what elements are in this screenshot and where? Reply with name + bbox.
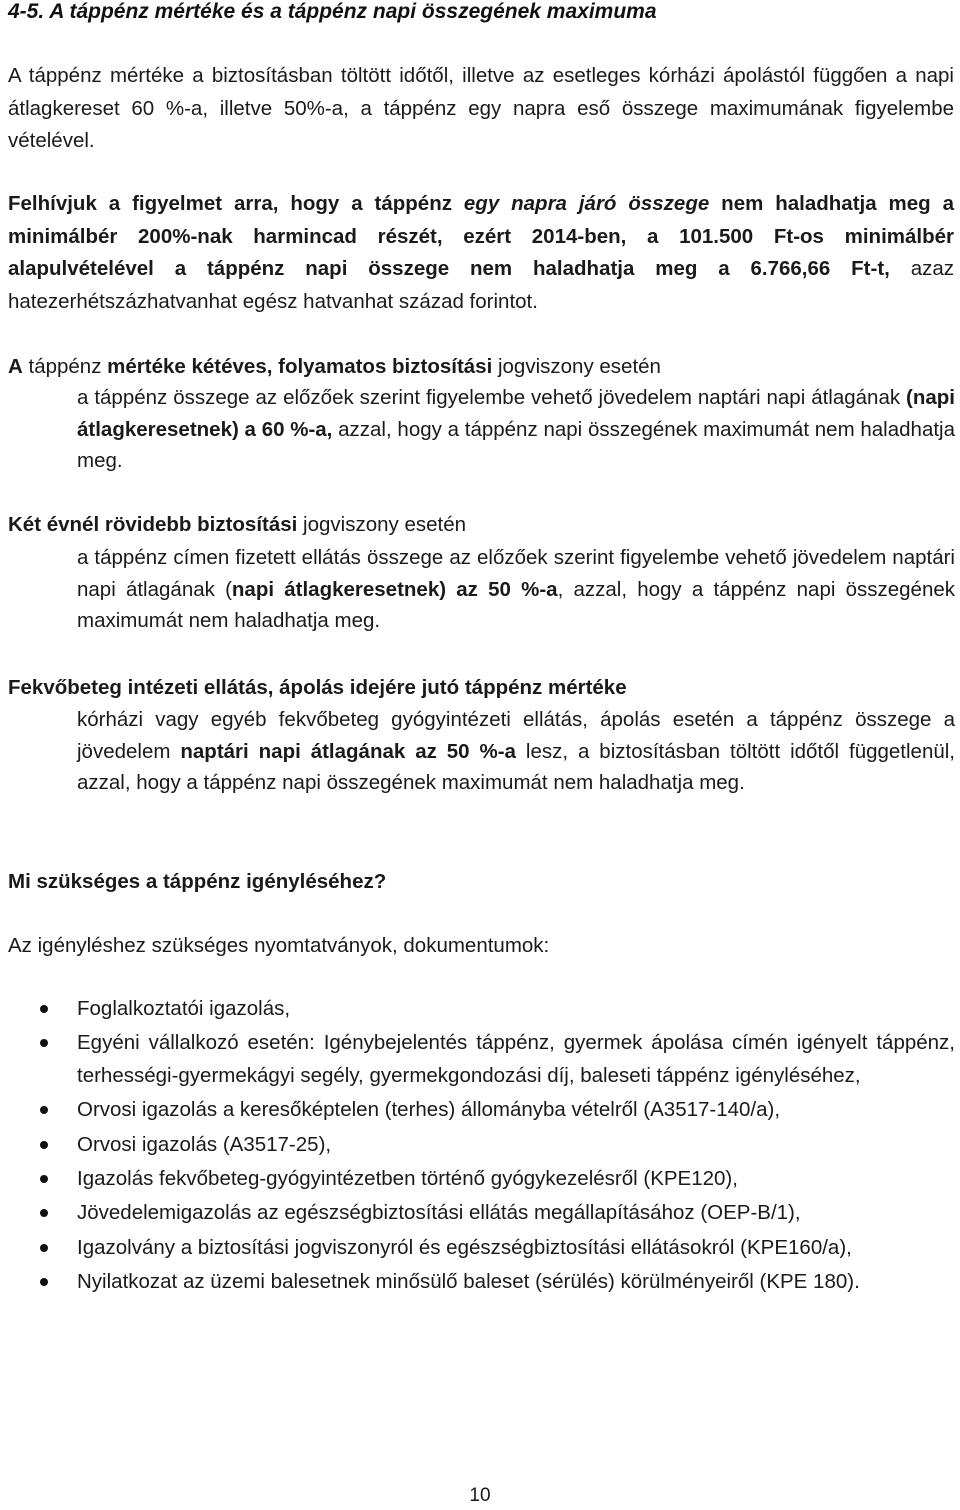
sec2-title-1: Két évnél rövidebb biztosítási (8, 513, 298, 536)
list-item-text: Jövedelemigazolás az egészségbiztosítási ellátás megállapításához (OEP-B/1), (77, 1201, 801, 1225)
list-item (0, 1232, 955, 1264)
list-item-text: Egyéni vállalkozó esetén: Igénybejelentés táppénz, gyermek ápolása címén igényelt táppénz, terhességi-gyermekágyi segély, gyermekgondozási díj, baleseti táppénz igényléséhez, (77, 1031, 955, 1087)
bullet-icon (40, 1141, 48, 1149)
section-two-year-title (8, 351, 954, 383)
sec1-body-1: a táppénz összege az előzőek szerint figyelembe vehető jövedelem naptári napi átlagának (77, 386, 907, 409)
section-short-title (8, 509, 954, 541)
notice-text-4: azaz hatezerhétszázhatvanhat egész hatvanhat század forintot. (8, 257, 954, 313)
sec2-body-3: , azzal, hogy a táppénz napi összegének maximumát nem haladhatja meg. (77, 577, 956, 633)
bullet-icon (40, 1039, 48, 1047)
documents-list (0, 993, 960, 1301)
documents-intro: Az igényléshez szükséges nyomtatványok, dokumentumok: (8, 934, 550, 957)
section-heading: 4-5. A táppénz mértéke és a táppénz napi összegének maximuma (8, 0, 657, 23)
sec2-body-2: napi átlagkeresetnek) az 50 %-a (231, 577, 558, 601)
sec1-title-4: jogviszony esetén (492, 355, 661, 378)
list-item (0, 1094, 955, 1126)
sec1-title-2: táppénz (22, 355, 108, 378)
sec2-body-1: a táppénz címen fizetett ellátás összege az előzőek szerint figyelembe vehető jövedelem naptári napi átlagának ( (77, 546, 955, 601)
list-item-text: Nyilatkozat az üzemi balesetnek minősülő baleset (sérülés) körülményeiről (KPE 180). (77, 1270, 860, 1294)
page-number: 10 (469, 1485, 491, 1506)
notice-paragraph (8, 188, 954, 318)
bullet-icon (40, 1106, 48, 1114)
sec3-body-2: naptári napi átlagának az 50 %-a (180, 739, 516, 763)
bullet-icon (40, 1209, 48, 1217)
notice-text-2: egy napra járó összege (463, 192, 710, 215)
bullet-icon (40, 1278, 48, 1286)
notice-text-1: Felhívjuk a figyelmet arra, hogy a táppénz (8, 192, 464, 215)
sec3-body-1: kórházi vagy egyéb fekvőbeteg gyógyintézeti ellátás, ápolás esetén a táppénz összege a jövedelem (77, 708, 955, 763)
section-inpatient-title: Fekvőbeteg intézeti ellátás, ápolás idejére jutó táppénz mértéke (8, 676, 627, 699)
list-item-text: Foglalkoztatói igazolás, (77, 997, 291, 1020)
bullet-icon (40, 1244, 48, 1252)
list-item (0, 1129, 955, 1161)
section-inpatient-body (77, 704, 955, 799)
sec1-title-3: mértéke kétéves, folyamatos biztosítási (107, 355, 493, 378)
bullet-icon (40, 1005, 48, 1013)
sec2-title-2: jogviszony esetén (297, 513, 466, 536)
sec1-body-3: azzal, hogy a táppénz napi összegének maximumát nem haladhatja meg. (77, 417, 955, 473)
list-item (0, 1163, 955, 1195)
question-heading: Mi szükséges a táppénz igényléséhez? (8, 870, 387, 893)
list-item-text: Igazolás fekvőbeteg-gyógyintézetben történő gyógykezelésről (KPE120), (77, 1167, 738, 1191)
intro-paragraph: A táppénz mértéke a biztosításban töltött időtől, illetve az esetleges kórházi ápolástól függően a napi átlagkereset 60 %-a, illetve 50%-a, a táppénz egy napra eső összege maximumának figyelembe vételével. (8, 64, 954, 152)
list-item (0, 1266, 955, 1298)
sec3-body-3: lesz, a biztosításban töltött időtől függetlenül, azzal, hogy a táppénz napi összegének maximumát nem haladhatja meg. (77, 739, 956, 795)
list-item-text: Orvosi igazolás (A3517-25), (77, 1132, 332, 1156)
bullet-icon (40, 1175, 48, 1183)
sec1-body-2: (napi átlagkeresetnek) a 60 %-a, (77, 386, 955, 441)
list-item (0, 993, 955, 1025)
section-short-body (77, 542, 955, 637)
sec1-title-1: A (8, 355, 23, 378)
section-two-year-body (77, 382, 955, 477)
list-item-text: Igazolvány a biztosítási jogviszonyról és egészségbiztosítási ellátásokról (KPE160/a), (77, 1235, 852, 1259)
list-item (0, 1197, 955, 1229)
list-item (0, 1027, 955, 1092)
notice-text-3: nem haladhatja meg a minimálbér 200%-nak harmincad részét, ezért 2014-ben, a 101.500 Ft-os minimálbér alapulvételével a táppénz napi összege nem haladhatja meg a 6.766,66 Ft-t, (8, 192, 954, 280)
list-item-text: Orvosi igazolás a keresőképtelen (terhes) állományba vételről (A3517-140/a), (77, 1098, 781, 1122)
